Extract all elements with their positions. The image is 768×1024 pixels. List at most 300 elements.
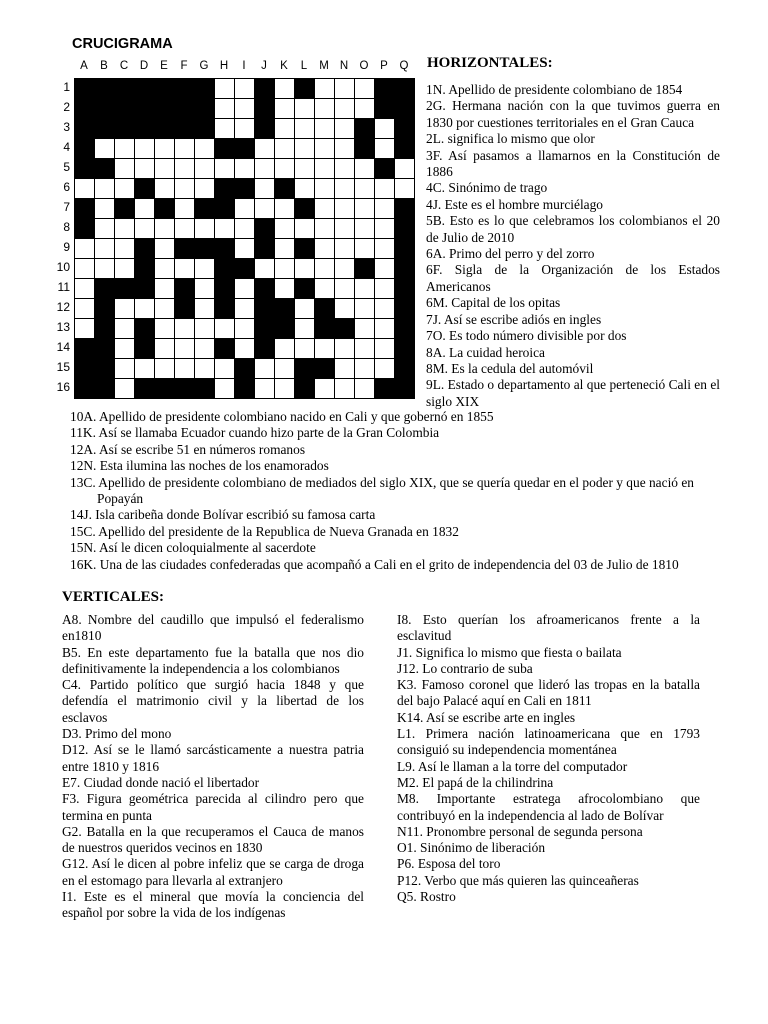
white-cell[interactable]: [115, 179, 135, 199]
white-cell[interactable]: [175, 339, 195, 359]
black-cell: [235, 359, 255, 379]
white-cell[interactable]: [355, 379, 375, 399]
clue: 5B. Esto es lo que celebramos los colombianos el 20 de Julio de 2010: [426, 213, 720, 245]
white-cell[interactable]: [235, 279, 255, 299]
white-cell[interactable]: [395, 159, 415, 179]
white-cell[interactable]: [315, 99, 335, 119]
black-cell: [175, 119, 195, 139]
black-cell: [295, 79, 315, 99]
white-cell[interactable]: [315, 179, 335, 199]
black-cell: [255, 299, 275, 319]
white-cell[interactable]: [195, 219, 215, 239]
white-cell[interactable]: [115, 159, 135, 179]
white-cell[interactable]: [335, 379, 355, 399]
white-cell[interactable]: [375, 199, 395, 219]
white-cell[interactable]: [375, 299, 395, 319]
black-cell: [255, 219, 275, 239]
white-cell[interactable]: [235, 79, 255, 99]
white-cell[interactable]: [155, 259, 175, 279]
clue: L9. Así le llaman a la torre del computador: [397, 758, 628, 774]
black-cell: [215, 139, 235, 159]
white-cell[interactable]: [175, 259, 195, 279]
black-cell: [135, 259, 155, 279]
white-cell[interactable]: [155, 319, 175, 339]
white-cell[interactable]: [95, 179, 115, 199]
row-number: 11: [57, 280, 70, 294]
verticales-heading: VERTICALES:: [62, 589, 164, 605]
clue: G12. Así le dicen al pobre infeliz que se carga de droga en el estomago para llevarla al extranjero: [62, 856, 364, 888]
white-cell[interactable]: [195, 359, 215, 379]
black-cell: [195, 199, 215, 219]
black-cell: [395, 239, 415, 259]
black-cell: [295, 379, 315, 399]
black-cell: [135, 339, 155, 359]
white-cell[interactable]: [335, 239, 355, 259]
page-title: CRUCIGRAMA: [72, 36, 173, 52]
white-cell[interactable]: [335, 139, 355, 159]
white-cell[interactable]: [95, 239, 115, 259]
black-cell: [195, 99, 215, 119]
clue: 15N. Así le dicen coloquialmente al sacerdote: [70, 540, 316, 556]
white-cell[interactable]: [335, 159, 355, 179]
black-cell: [395, 339, 415, 359]
clue: Q5. Rostro: [397, 889, 456, 905]
white-cell[interactable]: [75, 239, 95, 259]
white-cell[interactable]: [155, 159, 175, 179]
white-cell[interactable]: [135, 219, 155, 239]
clue: M2. El papá de la chilindrina: [397, 774, 554, 790]
white-cell[interactable]: [155, 219, 175, 239]
clue: P6. Esposa del toro: [397, 856, 501, 872]
white-cell[interactable]: [355, 299, 375, 319]
white-cell[interactable]: [195, 339, 215, 359]
white-cell[interactable]: [235, 119, 255, 139]
column-letter: I: [242, 60, 246, 72]
black-cell: [215, 199, 235, 219]
white-cell[interactable]: [275, 219, 295, 239]
white-cell[interactable]: [335, 119, 355, 139]
white-cell[interactable]: [115, 359, 135, 379]
white-cell[interactable]: [135, 139, 155, 159]
black-cell: [95, 339, 115, 359]
white-cell[interactable]: [295, 319, 315, 339]
black-cell: [135, 239, 155, 259]
column-letter: F: [180, 60, 188, 72]
white-cell[interactable]: [315, 279, 335, 299]
row-number: 1: [63, 80, 70, 94]
column-letter: E: [160, 60, 168, 72]
white-cell[interactable]: [275, 379, 295, 399]
vertical-clues-right: [397, 612, 700, 905]
white-cell[interactable]: [355, 239, 375, 259]
black-cell: [175, 299, 195, 319]
white-cell[interactable]: [215, 79, 235, 99]
white-cell[interactable]: [95, 219, 115, 239]
white-cell[interactable]: [215, 159, 235, 179]
white-cell[interactable]: [115, 219, 135, 239]
row-number: 9: [63, 240, 70, 254]
white-cell[interactable]: [295, 259, 315, 279]
black-cell: [395, 379, 415, 399]
white-cell[interactable]: [175, 179, 195, 199]
clue: L1. Primera nación latinoamericana que en 1793 consiguió su independencia momentánea: [397, 726, 700, 758]
black-cell: [395, 359, 415, 379]
white-cell[interactable]: [195, 179, 215, 199]
column-letter: O: [359, 60, 369, 72]
white-cell[interactable]: [315, 239, 335, 259]
black-cell: [155, 99, 175, 119]
white-cell[interactable]: [75, 179, 95, 199]
white-cell[interactable]: [175, 199, 195, 219]
white-cell[interactable]: [215, 119, 235, 139]
white-cell[interactable]: [335, 339, 355, 359]
black-cell: [275, 299, 295, 319]
white-cell[interactable]: [295, 339, 315, 359]
clue: 6F. Sigla de la Organización de los Estados Americanos: [426, 262, 720, 294]
white-cell[interactable]: [375, 119, 395, 139]
white-cell[interactable]: [295, 139, 315, 159]
column-letter: M: [319, 60, 329, 72]
clue: B5. En este departamento fue la batalla que nos dio definitivamente la independencia a los colombianos: [62, 644, 364, 676]
black-cell: [75, 159, 95, 179]
black-cell: [95, 279, 115, 299]
black-cell: [255, 279, 275, 299]
white-cell[interactable]: [355, 179, 375, 199]
white-cell[interactable]: [255, 379, 275, 399]
black-cell: [95, 299, 115, 319]
white-cell[interactable]: [235, 239, 255, 259]
black-cell: [155, 119, 175, 139]
white-cell[interactable]: [335, 279, 355, 299]
row-number: 15: [56, 360, 70, 374]
white-cell[interactable]: [315, 379, 335, 399]
clue: F3. Figura geométrica parecida al cilindro pero que termina en punta: [62, 791, 364, 823]
black-cell: [175, 99, 195, 119]
black-cell: [255, 319, 275, 339]
white-cell[interactable]: [235, 219, 255, 239]
white-cell[interactable]: [195, 139, 215, 159]
clue: 12N. Esta ilumina las noches de los enamorados: [70, 458, 329, 474]
row-number: 10: [56, 260, 70, 274]
white-cell[interactable]: [255, 199, 275, 219]
white-cell[interactable]: [315, 139, 335, 159]
white-cell[interactable]: [195, 279, 215, 299]
white-cell[interactable]: [295, 159, 315, 179]
column-letter: L: [300, 60, 308, 72]
black-cell: [395, 299, 415, 319]
white-cell[interactable]: [75, 279, 95, 299]
white-cell[interactable]: [75, 259, 95, 279]
white-cell[interactable]: [375, 139, 395, 159]
black-cell: [255, 339, 275, 359]
white-cell[interactable]: [95, 139, 115, 159]
white-cell[interactable]: [375, 239, 395, 259]
white-cell[interactable]: [195, 159, 215, 179]
white-cell[interactable]: [115, 379, 135, 399]
white-cell[interactable]: [215, 359, 235, 379]
black-cell: [75, 339, 95, 359]
clue: G2. Batalla en la que recuperamos el Cauca de manos de nuestros queridos vecinos en 1830: [62, 823, 364, 856]
white-cell[interactable]: [275, 359, 295, 379]
black-cell: [395, 139, 415, 159]
white-cell[interactable]: [95, 259, 115, 279]
black-cell: [115, 199, 135, 219]
column-letter: P: [380, 60, 388, 72]
white-cell[interactable]: [175, 359, 195, 379]
black-cell: [295, 199, 315, 219]
white-cell[interactable]: [115, 259, 135, 279]
black-cell: [135, 319, 155, 339]
white-cell[interactable]: [275, 239, 295, 259]
white-cell[interactable]: [195, 259, 215, 279]
white-cell[interactable]: [375, 179, 395, 199]
white-cell[interactable]: [155, 299, 175, 319]
white-cell[interactable]: [135, 359, 155, 379]
clue: 15C. Apellido del presidente de la Republica de Nueva Granada en 1832: [70, 523, 459, 539]
white-cell[interactable]: [355, 219, 375, 239]
row-number: 12: [56, 300, 70, 314]
white-cell[interactable]: [135, 299, 155, 319]
white-cell[interactable]: [275, 199, 295, 219]
white-cell[interactable]: [375, 219, 395, 239]
white-cell[interactable]: [115, 339, 135, 359]
clue: 8M. Es la cedula del automóvil: [426, 360, 594, 376]
white-cell[interactable]: [255, 139, 275, 159]
white-cell[interactable]: [355, 339, 375, 359]
black-cell: [175, 279, 195, 299]
white-cell[interactable]: [215, 319, 235, 339]
white-cell[interactable]: [375, 339, 395, 359]
black-cell: [255, 79, 275, 99]
black-cell: [75, 219, 95, 239]
white-cell[interactable]: [255, 159, 275, 179]
black-cell: [75, 359, 95, 379]
clue: 13C. Apellido de presidente colombiano de mediados del siglo XIX, que se quería quedar en el poder y que nació en Popayán: [70, 474, 694, 507]
white-cell[interactable]: [275, 339, 295, 359]
black-cell: [75, 139, 95, 159]
black-cell: [255, 239, 275, 259]
white-cell[interactable]: [215, 379, 235, 399]
horizontal-clues-bottom: [70, 409, 730, 573]
clue: I8. Esto querían los afroamericanos frente a la esclavitud: [397, 612, 700, 644]
clue: J12. Lo contrario de suba: [397, 660, 533, 676]
white-cell[interactable]: [355, 279, 375, 299]
clue: 4C. Sinónimo de trago: [426, 180, 548, 196]
black-cell: [235, 139, 255, 159]
white-cell[interactable]: [235, 99, 255, 119]
black-cell: [175, 379, 195, 399]
white-cell[interactable]: [195, 319, 215, 339]
black-cell: [95, 99, 115, 119]
white-cell[interactable]: [215, 219, 235, 239]
black-cell: [355, 139, 375, 159]
black-cell: [75, 379, 95, 399]
white-cell[interactable]: [295, 119, 315, 139]
black-cell: [235, 179, 255, 199]
black-cell: [375, 379, 395, 399]
white-cell[interactable]: [295, 99, 315, 119]
black-cell: [375, 79, 395, 99]
clue: 8A. La cuidad heroica: [426, 344, 545, 360]
white-cell[interactable]: [275, 159, 295, 179]
white-cell[interactable]: [235, 159, 255, 179]
white-cell[interactable]: [375, 279, 395, 299]
white-cell[interactable]: [135, 159, 155, 179]
white-cell[interactable]: [335, 79, 355, 99]
black-cell: [255, 119, 275, 139]
black-cell: [355, 119, 375, 139]
white-cell[interactable]: [235, 339, 255, 359]
column-letter: Q: [399, 60, 409, 72]
column-letters: [74, 60, 414, 76]
white-cell[interactable]: [255, 359, 275, 379]
white-cell[interactable]: [175, 139, 195, 159]
white-cell[interactable]: [315, 339, 335, 359]
white-cell[interactable]: [155, 279, 175, 299]
white-cell[interactable]: [335, 199, 355, 219]
white-cell[interactable]: [295, 299, 315, 319]
black-cell: [395, 219, 415, 239]
white-cell[interactable]: [355, 159, 375, 179]
black-cell: [75, 119, 95, 139]
white-cell[interactable]: [375, 259, 395, 279]
white-cell[interactable]: [115, 319, 135, 339]
vertical-clues-left: [62, 612, 364, 922]
white-cell[interactable]: [235, 199, 255, 219]
row-number: 14: [56, 340, 70, 354]
black-cell: [135, 99, 155, 119]
white-cell[interactable]: [175, 159, 195, 179]
black-cell: [195, 379, 215, 399]
white-cell[interactable]: [175, 319, 195, 339]
clue: C4. Partido político que surgió hacia 1848 y que defendía el matrimonio civil y la libertad de los esclavos: [62, 677, 364, 725]
white-cell[interactable]: [355, 319, 375, 339]
clue: I1. Este es el mineral que movía la conciencia del español por sobre la vida de los indígenas: [62, 889, 364, 921]
black-cell: [175, 79, 195, 99]
black-cell: [135, 279, 155, 299]
white-cell[interactable]: [275, 139, 295, 159]
white-cell[interactable]: [335, 259, 355, 279]
white-cell[interactable]: [275, 279, 295, 299]
black-cell: [195, 119, 215, 139]
row-number: 4: [63, 140, 70, 154]
clue: K3. Famoso coronel que lideró las tropas en la batalla del bajo Palacé aquí en Cali en 1811: [397, 677, 700, 709]
white-cell[interactable]: [255, 259, 275, 279]
clue: D12. Así se le llamó sarcásticamente a nuestra patria entre 1810 y 1816: [62, 742, 364, 774]
white-cell[interactable]: [155, 339, 175, 359]
white-cell[interactable]: [355, 199, 375, 219]
white-cell[interactable]: [315, 79, 335, 99]
white-cell[interactable]: [235, 299, 255, 319]
black-cell: [135, 79, 155, 99]
white-cell[interactable]: [335, 299, 355, 319]
white-cell[interactable]: [295, 179, 315, 199]
white-cell[interactable]: [115, 139, 135, 159]
white-cell[interactable]: [335, 359, 355, 379]
white-cell[interactable]: [355, 99, 375, 119]
column-letter: A: [80, 60, 88, 72]
row-number: 3: [63, 120, 70, 134]
white-cell[interactable]: [275, 99, 295, 119]
clue: E7. Ciudad donde nació el libertador: [62, 774, 260, 790]
black-cell: [215, 179, 235, 199]
white-cell[interactable]: [155, 179, 175, 199]
black-cell: [255, 99, 275, 119]
black-cell: [95, 379, 115, 399]
white-cell[interactable]: [155, 239, 175, 259]
column-letter: K: [280, 60, 288, 72]
black-cell: [215, 339, 235, 359]
black-cell: [275, 179, 295, 199]
white-cell[interactable]: [155, 359, 175, 379]
white-cell[interactable]: [275, 79, 295, 99]
column-letter: N: [339, 60, 349, 72]
white-cell[interactable]: [315, 219, 335, 239]
white-cell[interactable]: [355, 359, 375, 379]
white-cell[interactable]: [75, 299, 95, 319]
black-cell: [115, 79, 135, 99]
white-cell[interactable]: [295, 219, 315, 239]
white-cell[interactable]: [275, 259, 295, 279]
white-cell[interactable]: [235, 319, 255, 339]
black-cell: [315, 319, 335, 339]
clue: 2G. Hermana nación con la que tuvimos guerra en 1830 por cuestiones territoriales en el Gran Cauca: [426, 98, 720, 130]
column-letter: B: [100, 60, 108, 72]
white-cell[interactable]: [175, 219, 195, 239]
clue: 16K. Una de las ciudades confederadas que acompañó a Cali en el grito de independencia del 03 de Julio de 1810: [70, 556, 679, 572]
black-cell: [375, 99, 395, 119]
clue: 2L. significa lo mismo que olor: [426, 131, 595, 147]
black-cell: [295, 359, 315, 379]
clue: N11. Pronombre personal de segunda persona: [397, 823, 643, 839]
white-cell[interactable]: [315, 159, 335, 179]
white-cell[interactable]: [375, 359, 395, 379]
row-number: 13: [56, 320, 70, 334]
white-cell[interactable]: [135, 199, 155, 219]
black-cell: [135, 179, 155, 199]
clue: 1N. Apellido de presidente colombiano de 1854: [426, 82, 683, 97]
white-cell[interactable]: [115, 299, 135, 319]
black-cell: [215, 299, 235, 319]
black-cell: [115, 279, 135, 299]
white-cell[interactable]: [215, 99, 235, 119]
white-cell[interactable]: [115, 239, 135, 259]
white-cell[interactable]: [155, 139, 175, 159]
horizontales-heading: HORIZONTALES:: [427, 55, 553, 71]
white-cell[interactable]: [255, 179, 275, 199]
white-cell[interactable]: [395, 179, 415, 199]
clue: 10A. Apellido de presidente colombiano nacido en Cali y que gobernó en 1855: [70, 409, 494, 424]
white-cell[interactable]: [315, 199, 335, 219]
white-cell[interactable]: [195, 299, 215, 319]
black-cell: [235, 259, 255, 279]
white-cell[interactable]: [95, 199, 115, 219]
white-cell[interactable]: [335, 179, 355, 199]
clue: 11K. Así se llamaba Ecuador cuando hizo parte de la Gran Colombia: [70, 425, 440, 441]
white-cell[interactable]: [375, 319, 395, 339]
clue: O1. Sinónimo de liberación: [397, 840, 546, 856]
white-cell[interactable]: [275, 119, 295, 139]
white-cell[interactable]: [335, 99, 355, 119]
white-cell[interactable]: [335, 219, 355, 239]
white-cell[interactable]: [75, 319, 95, 339]
black-cell: [75, 79, 95, 99]
white-cell[interactable]: [315, 119, 335, 139]
black-cell: [215, 279, 235, 299]
white-cell[interactable]: [355, 79, 375, 99]
white-cell[interactable]: [315, 259, 335, 279]
crossword-grid: [74, 78, 415, 399]
